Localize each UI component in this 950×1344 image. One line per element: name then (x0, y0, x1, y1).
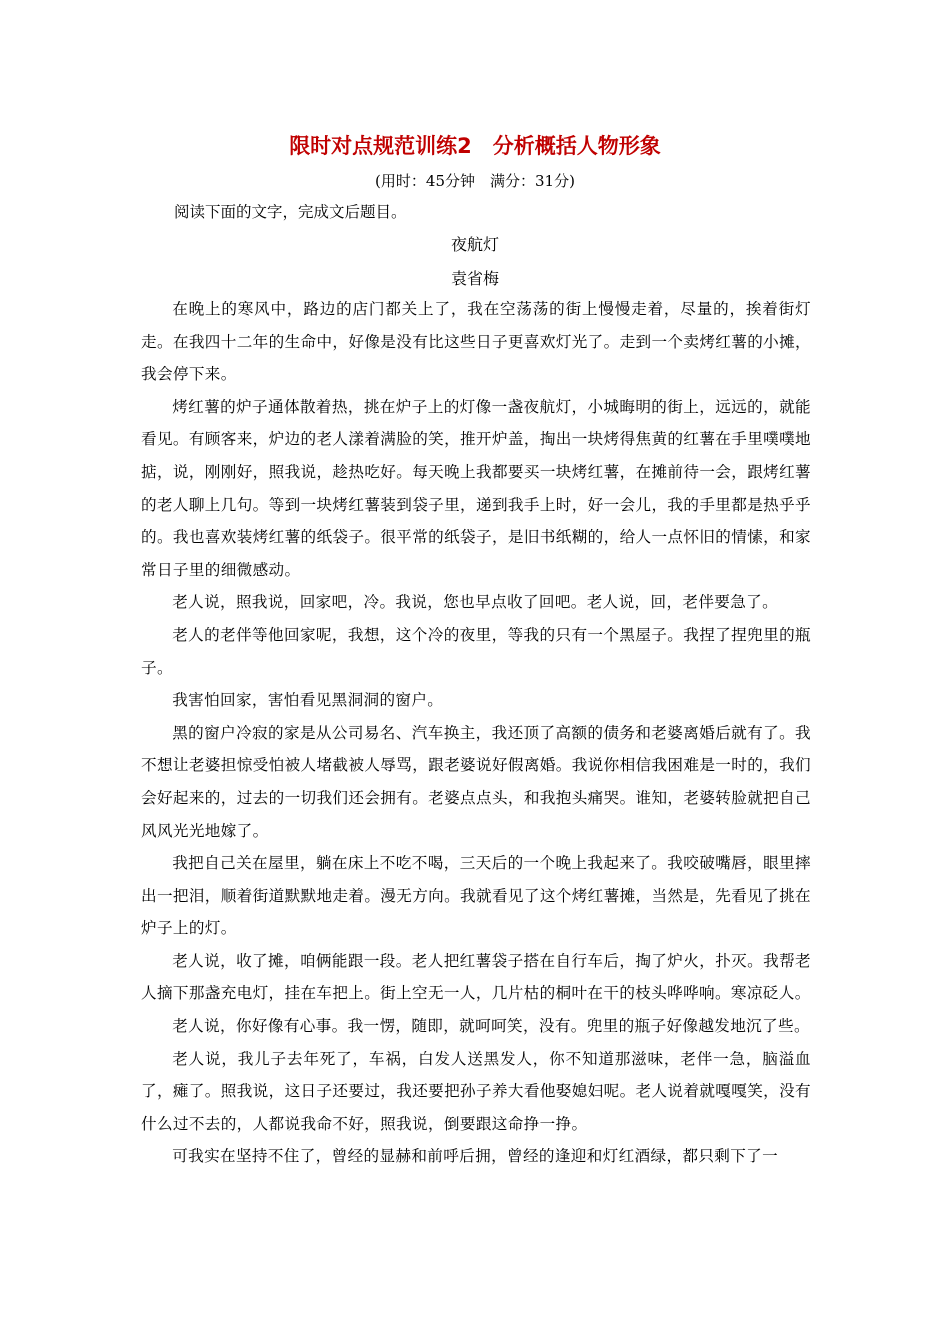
paragraph: 老人说，照我说，回家吧，冷。我说，您也早点收了回吧。老人说，回，老伴要急了。 (172, 593, 779, 612)
paragraph: 我把自己关在屋里，躺在床上不吃不喝，三天后的一个晚上我起来了。我咬破嘴唇，眼里摔出一把泪，顺着街道默默地走着。漫无方向。我就看见了这个烤红薯摊，当然是，先看见了挑在炉子上的灯。 (141, 854, 811, 938)
paragraph: 老人说，我儿子去年死了，车祸，白发人送黑发人，你不知道那滋味，老伴一急，脑溢血了，瘫了。照我说，这日子还要过，我还要把孙子养大看他娶媳妇呢。老人说着就嘎嘎笑，没有什么过不去的，人都说我命不好，照我说，倒要跟这命挣一挣。 (141, 1049, 811, 1133)
story-title: 夜航灯 (450, 235, 499, 254)
paragraph: 老人说，收了摊，咱俩能跟一段。老人把红薯袋子搭在自行车后，掏了炉火，扑灭。我帮老人摘下那盏充电灯，挂在车把上。街上空无一人，几片枯的桐叶在干的枝头哗哗响。寒凉砭人。 (141, 951, 811, 1003)
paragraph: 烤红薯的炉子通体散着热，挑在炉子上的灯像一盏夜航灯，小城晦明的街上，远远的，就能看见。有顾客来，炉边的老人漾着满脸的笑，推开炉盖，掏出一块烤得焦黄的红薯在手里噗噗地掂，说，刚刚好，照我说，趁热吃好。每天晚上我都要买一块烤红薯，在摊前待一会，跟烤红薯的老人聊上几句。等到一块烤红薯装到袋子里，递到我手上时，好一会儿，我的手里都是热乎乎的。我也喜欢装烤红薯的纸袋子。很平常的纸袋子，是旧书纸糊的，给人一点怀旧的情愫，和家常日子里的细微感动。 (141, 397, 811, 579)
page-title: 限时对点规范训练2 分析概括人物形象 (289, 134, 661, 158)
story-author: 袁省梅 (450, 269, 499, 288)
paragraph: 黑的窗户冷寂的家是从公司易名、汽车换主，我还顶了高额的债务和老婆离婚后就有了。我不想让老婆担惊受怕被人堵截被人辱骂，跟老婆说好假离婚。我说你相信我困难是一时的，我们会好起来的，过去的一切我们还会拥有。老婆点点头，和我抱头痛哭。谁知，老婆转脸就把自己风风光光地嫁了。 (141, 723, 811, 840)
paragraph: 老人说，你好像有心事。我一愣，随即，就呵呵笑，没有。兜里的瓶子好像越发地沉了些。 (172, 1017, 810, 1036)
story-body (141, 293, 811, 1173)
paragraph: 我害怕回家，害怕看见黑洞洞的窗户。 (172, 691, 444, 710)
reading-instruction: 阅读下面的文字，完成文后题目。 (174, 203, 407, 221)
paragraph: 可我实在坚持不住了，曾经的显赫和前呼后拥，曾经的逢迎和灯红酒绿，都只剩下了一 (172, 1147, 779, 1166)
time-score-info: (用时：45分钟 满分：31分) (375, 172, 575, 190)
paragraph: 在晚上的寒风中，路边的店门都关上了，我在空荡荡的街上慢慢走着，尽量的，挨着街灯走。在我四十二年的生命中，好像是没有比这些日子更喜欢灯光了。走到一个卖烤红薯的小摊，我会停下来。 (141, 300, 811, 384)
paragraph: 老人的老伴等他回家呢，我想，这个冷的夜里，等我的只有一个黑屋子。我捏了捏兜里的瓶子。 (141, 625, 811, 677)
